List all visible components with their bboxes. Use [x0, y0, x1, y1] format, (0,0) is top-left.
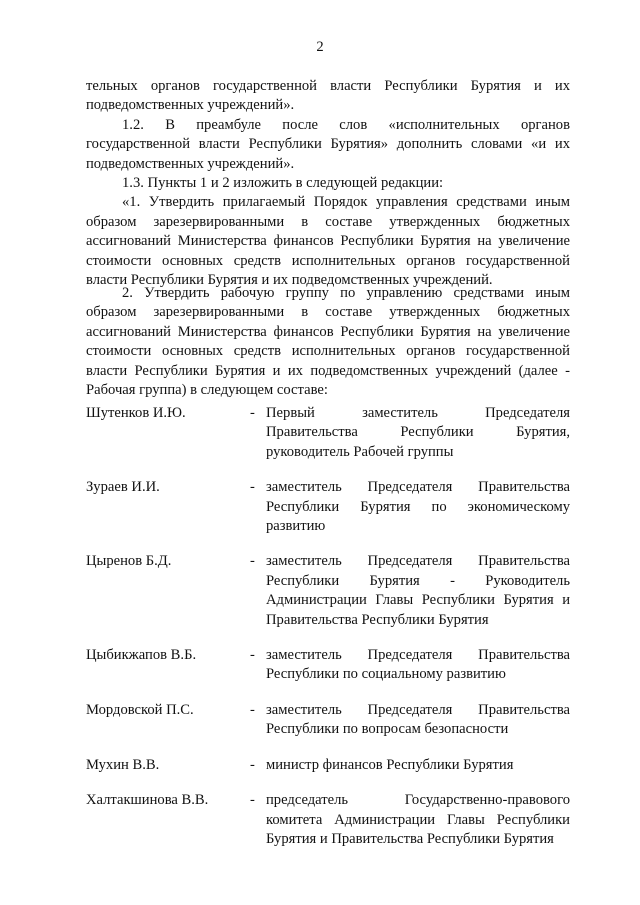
member-row — [86, 791, 570, 849]
member-name: Цыренов Б.Д. — [86, 553, 172, 570]
amendments-section — [86, 77, 570, 290]
member-row — [86, 478, 570, 536]
paragraph-continuation: тельных органов государственной власти Республики Бурятия и их подведомственных учреждений». — [86, 78, 570, 114]
member-row — [86, 646, 570, 685]
paragraph-1-3: 1.3. Пункты 1 и 2 изложить в следующей редакции: — [122, 175, 444, 192]
member-dash: - — [250, 756, 255, 773]
paragraph-item-2: 2. Утвердить рабочую группу по управлению средствами иным образом зарезервированными в составе утвержденных бюджетных ассигнований Министерства финансов Республики Бурятия на увеличение стоимости основных средств исполнительных органов государственной власти Республики Бурятия и их подведомственных учреждений (далее - Рабочая группа) в следующем составе: — [86, 285, 570, 399]
member-row — [86, 552, 570, 630]
member-dash: - — [250, 405, 255, 421]
member-role: министр финансов Республики Бурятия — [266, 756, 514, 773]
member-row — [86, 756, 570, 775]
working-group-members-list — [86, 404, 570, 865]
member-role: заместитель Председателя Правительства Республики по социальному развитию — [266, 647, 570, 683]
member-role: заместитель Председателя Правительства Республики Бурятия по экономическому развитию — [266, 479, 570, 535]
member-role: заместитель Председателя Правительства Республики Бурятия - Руководитель Администрации Главы Республики Бурятия и Правительства Республики Бурятия — [266, 553, 570, 628]
member-dash: - — [250, 553, 255, 570]
member-dash: - — [250, 647, 255, 664]
working-group-section — [86, 284, 570, 400]
member-name: Шутенков И.Ю. — [86, 405, 186, 421]
member-dash: - — [250, 479, 255, 496]
member-name: Цыбикжапов В.Б. — [86, 647, 197, 664]
member-row — [86, 404, 570, 462]
member-dash: - — [250, 792, 255, 809]
member-role: председатель Государственно-правового комитета Администрации Главы Республики Бурятия и Правительства Республики Бурятия — [266, 792, 570, 847]
member-role: Первый заместитель Председателя Правительства Республики Бурятия, руководитель Рабочей группы — [266, 405, 570, 460]
member-name: Мухин В.В. — [86, 756, 160, 773]
member-name: Зураев И.И. — [86, 479, 160, 496]
member-name: Мордовской П.С. — [86, 701, 194, 718]
member-role: заместитель Председателя Правительства Республики по вопросам безопасности — [266, 701, 570, 738]
paragraph-1-2: 1.2. В преамбуле после слов «исполнительных органов государственной власти Республики Бурятия» дополнить словами «и их подведомственных учреждений». — [86, 116, 570, 172]
member-name: Халтакшинова В.В. — [86, 792, 209, 809]
member-row — [86, 701, 570, 740]
paragraph-quoted-item-1: «1. Утвердить прилагаемый Порядок управления средствами иным образом зарезервированными в составе утвержденных бюджетных ассигнований Министерства финансов Республики Бурятия на увеличение стоимости основных средств исполнительных органов государственной власти Республики Бурятия и их подведомственных учреждений. — [86, 194, 570, 289]
member-dash: - — [250, 701, 255, 718]
page-number: 2 — [316, 39, 324, 55]
